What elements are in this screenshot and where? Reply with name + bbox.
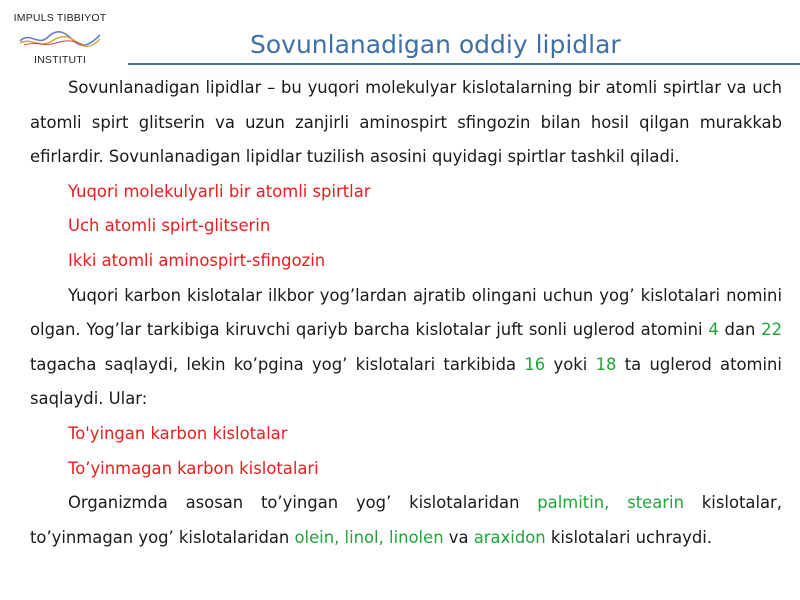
logo-wave-icon: [18, 29, 102, 51]
organism-paragraph: [30, 486, 782, 555]
list-item: Uch atomli spirt-glitserin: [68, 216, 271, 236]
number-highlight: 18: [595, 354, 617, 374]
list-item: To'yingan karbon kislotalar: [68, 423, 288, 443]
acid-highlight: araxidon: [473, 527, 546, 547]
fatty-acids-paragraph: [30, 279, 782, 417]
intro-paragraph: Sovunlanadigan lipidlar – bu yuqori molekulyar kislotalarning bir atomli spirtlar va uch atomli spirt glitserin va uzun zanjirli aminospirt sfingozin bilan hosil qilgan murakkab efirlardir. Sovunlanadigan lipidlar tuzilish asosini quyidagi spirtlar tashkil qiladi.: [30, 78, 782, 167]
acid-highlight: palmitin, stearin: [537, 493, 684, 513]
text-segment: dan: [718, 320, 762, 340]
text-segment: Organizmda asosan to’yingan yog’ kislotalaridan: [68, 493, 538, 513]
number-highlight: 22: [761, 320, 782, 340]
number-highlight: 16: [524, 354, 546, 374]
logo-bottom-text: INSTITUTI: [34, 54, 86, 66]
text-segment: Yuqori karbon kislotalar ilkbor yog’lardan ajratib olingani uchun yog’ kislotalari nomini olgan. Yog’lar tarkibiga kiruvchi qariyb barcha kislotalar juft sonli uglerod atomini: [30, 285, 782, 340]
text-segment: va: [443, 527, 474, 547]
title-underline: [128, 63, 800, 65]
text-segment: tagacha saqlaydi, lekin ko’pgina yog’ kislotalari tarkibida: [30, 354, 525, 374]
text-segment: yoki: [545, 354, 596, 374]
logo-top-text: IMPULS TIBBIYOT: [13, 12, 107, 24]
text-segment: kislotalar, to’yinmagan yog’ kislotalaridan: [30, 493, 782, 547]
text-segment: kislotalari uchraydi.: [545, 527, 713, 547]
slide-content: [30, 71, 782, 555]
text-segment: ta uglerod atomini saqlaydi. Ular:: [30, 354, 782, 409]
number-highlight: 4: [708, 320, 719, 340]
acid-highlight: olein, linol, linolen: [294, 527, 444, 547]
list-item: Ikki atomli aminospirt-sfingozin: [68, 250, 326, 270]
institute-logo: [6, 12, 114, 68]
list-item: To’yinmagan karbon kislotalari: [68, 458, 319, 478]
list-item: Yuqori molekulyarli bir atomli spirtlar: [68, 181, 371, 201]
page-title: Sovunlanadigan oddiy lipidlar: [250, 30, 621, 59]
